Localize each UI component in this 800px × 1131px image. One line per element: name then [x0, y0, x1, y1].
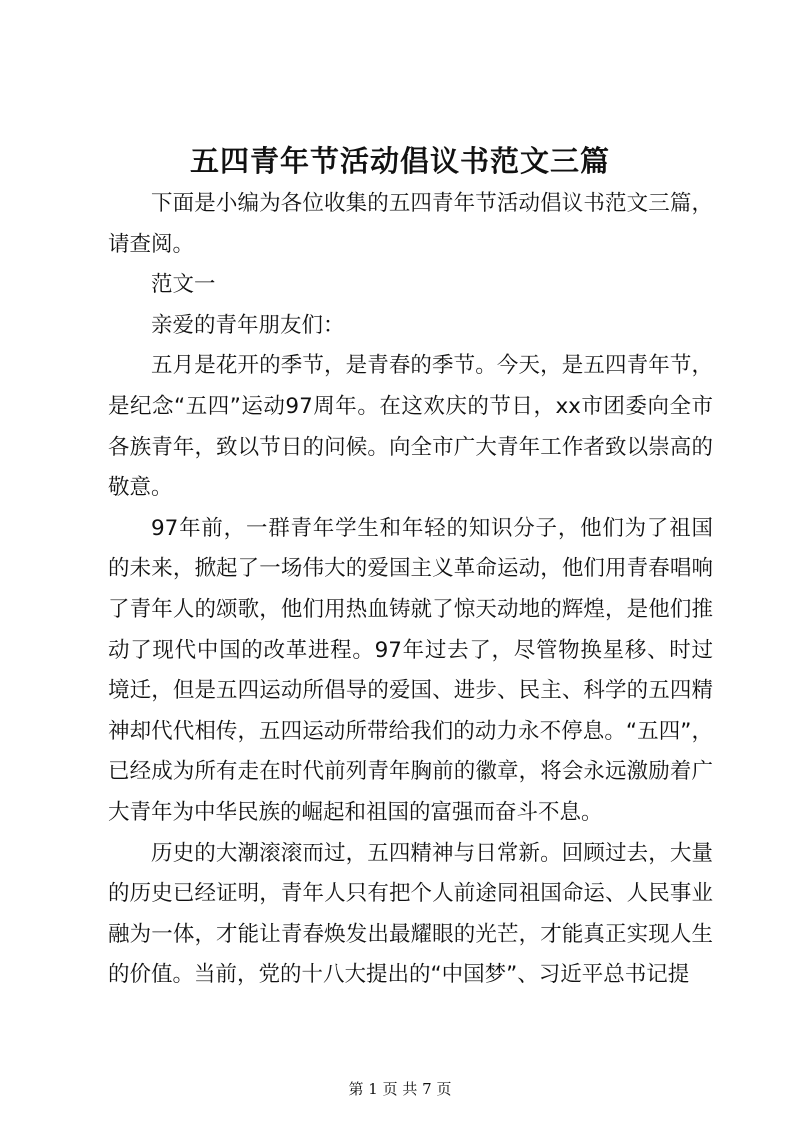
salutation: 亲爱的青年朋友们：: [151, 312, 345, 338]
page-footer: 第 1 页 共 7 页: [348, 1080, 452, 1098]
body-paragraph: 五月是花开的季节，是青春的季节。今天，是五四青年节，是纪念“五四”运动97周年。在这欢庆的节日，xx市团委向全市各族青年，致以节日的问候。向全市广大青年工作者致以崇高的敬意。: [108, 353, 713, 501]
document-title: 五四青年节活动倡议书范文三篇: [189, 144, 610, 178]
intro-paragraph: 下面是小编为各位收集的五四青年节活动倡议书范文三篇，请查阅。: [108, 191, 713, 257]
body-paragraph: 历史的大潮滚滚而过，五四精神与日常新。回顾过去，大量的历史已经证明，青年人只有把个人前途同祖国命运、人民事业融为一体，才能让青春焕发出最耀眼的光芒，才能真正实现人生的价值。当前，党的十八大提出的“中国梦”、习近平总书记提: [108, 840, 713, 988]
body-paragraph: 97年前，一群青年学生和年轻的知识分子，他们为了祖国的未来，掀起了一场伟大的爱国主义革命运动，他们用青春唱响了青年人的颂歌，他们用热血铸就了惊天动地的辉煌，是他们推动了现代中国的改革进程。97年过去了，尽管物换星移、时过境迁，但是五四运动所倡导的爱国、进步、民主、科学的五四精神却代代相传，五四运动所带给我们的动力永不停息。“五四”，已经成为所有走在时代前列青年胸前的徽章，将会永远激励着广大青年为中华民族的崛起和祖国的富强而奋斗不息。: [108, 515, 713, 825]
section-heading: 范文一: [151, 272, 216, 298]
document-body: [108, 184, 713, 996]
